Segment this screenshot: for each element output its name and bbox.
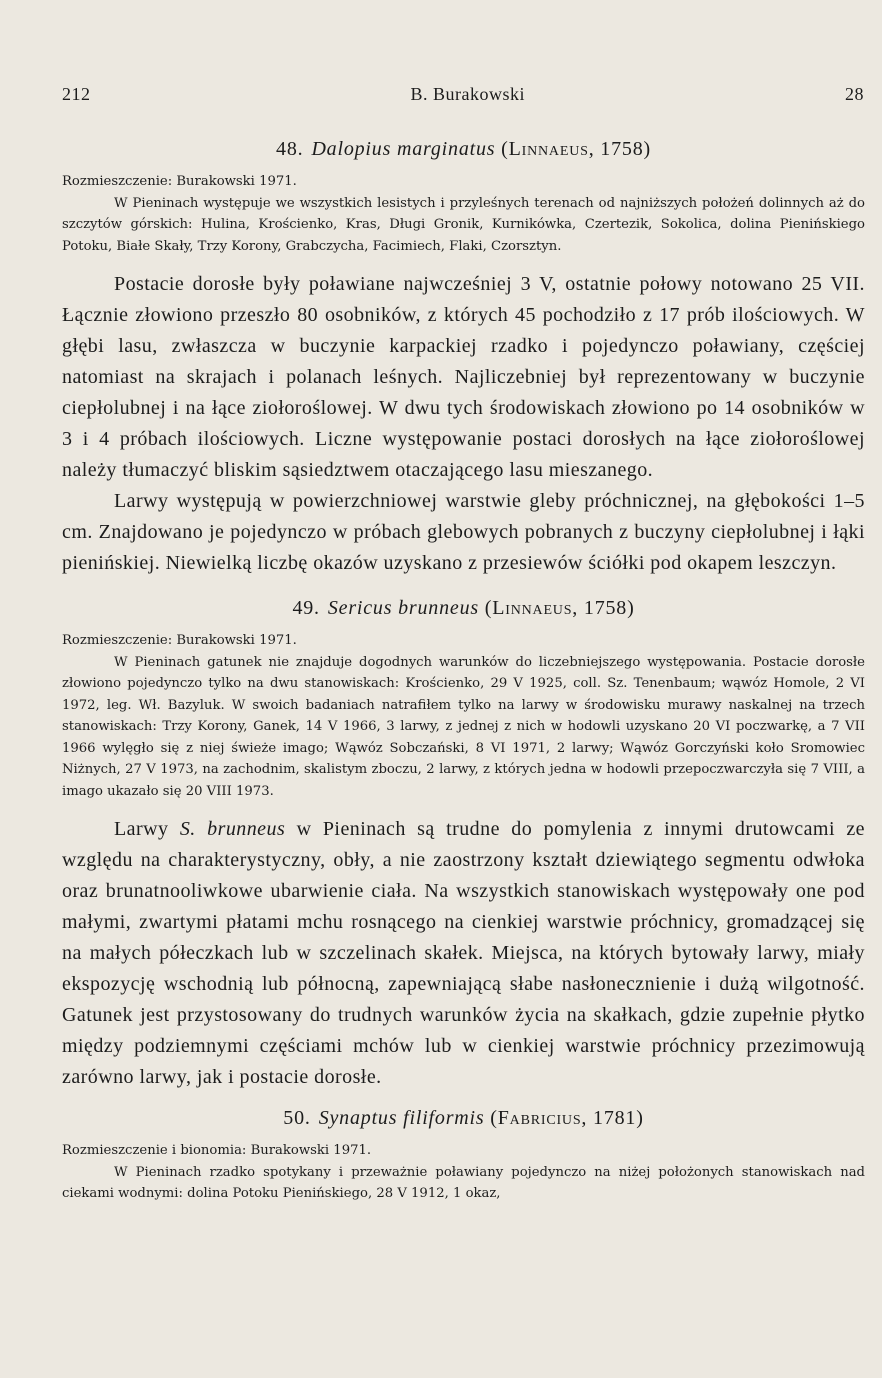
text-column — [62, 124, 865, 1205]
paragraph-text: w Pieninach są trudne do pomylenia z innymi drutowcami ze względu na charakterystyczny, obły, a nie zaostrzony kształt dziewiątego segmentu odwłoka oraz brunatnooliwkowe ubarwienie ciała. Na wszystkich stanowiskach występowały one pod małymi, zwartymi płatami mchu rosnącego na cienkiej warstwie próchnicy, gromadzącej się na małych półeczkach lub w szczelinach skałek. Miejsca, na których bytowały larwy, miały ekspozycję wschodnią lub północną, zapewniającą słabe nasłonecznienie i dużą wilgotność. Gatunek jest przystosowany do trudnych warunków życia na skałkach, gdzie zupełnie płytko między podziemnymi częściami mchów lub w cienkiej warstwie próchnicy przezimowują zarówno larwy, jak i postacie dorosłe. — [62, 818, 865, 1088]
running-author: B. Burakowski — [410, 84, 525, 104]
running-header — [62, 84, 864, 105]
distribution-text: W Pieninach występuje we wszystkich lesistych i przyleśnych terenach od najniższych położeń dolinnych aż do szczytów górskich: Hulina, Krościenko, Kras, Długi Gronik, Kurnikówka, Czertezik, Sokolica, dolina Pienińskiego Potoku, Białe Skały, Trzy Korony, Grabczycha, Facimiech, Flaki, Czorsztyn. — [62, 195, 865, 254]
species-number: 48. — [276, 138, 304, 160]
species-heading-48 — [62, 138, 865, 161]
paragraph — [62, 814, 865, 1093]
species-name: Dalopius marginatus — [311, 138, 496, 160]
species-heading-49 — [62, 597, 865, 620]
paragraph: Postacie dorosłe były poławiane najwcześniej 3 V, ostatnie połowy notowano 25 VII. Łącznie złowiono przeszło 80 osobników, z których 45 pochodziło z 17 prób ilościowych. W głębi lasu, zwłaszcza w buczynie karpackiej rzadko i pojedynczo poławiany, częściej natomiast na skrajach i polanach leśnych. Najliczebniej był reprezentowany w buczynie ciepłolubnej i na łące ziołoroślowej. W dwu tych środowiskach złowiono po 14 osobników w 3 i 4 próbach ilościowych. Liczne występowanie postaci dorosłych na łące ziołoroślowej należy tłumaczyć bliskim sąsiedztwem otaczającego lasu mieszanego. — [62, 273, 865, 481]
distribution-label: Rozmieszczenie i bionomia: Burakowski 1971. — [62, 1143, 372, 1158]
species-name: Synaptus filiformis — [318, 1107, 485, 1129]
species-name: Sericus brunneus — [327, 597, 479, 619]
species-heading-50 — [62, 1107, 865, 1130]
species-abbrev: S. brunneus — [179, 818, 286, 840]
species-number: 50. — [283, 1107, 311, 1129]
species-author: (Fabricius, 1781) — [490, 1107, 644, 1129]
distribution-text: W Pieninach rzadko spotykany i przeważnie poławiany pojedynczo na niżej położonych stanowiskach nad ciekami wodnymi: dolina Potoku Pienińskiego, 28 V 1912, 1 okaz, — [62, 1164, 865, 1201]
species-author: (Linnaeus, 1758) — [484, 597, 635, 619]
paragraph: Larwy występują w powierzchniowej warstwie gleby próchnicznej, na głębokości 1–5 cm. Znajdowano je pojedynczo w próbach glebowych pobranych z buczyny ciepłolubnej i łąki pienińskiej. Niewielką liczbę okazów uzyskano z przesiewów ściółki pod okapem leszczyn. — [62, 490, 865, 574]
distribution-label: Rozmieszczenie: Burakowski 1971. — [62, 174, 297, 189]
page-number-left: 212 — [62, 84, 91, 104]
page-number-right: 28 — [845, 84, 864, 104]
species-author: (Linnaeus, 1758) — [501, 138, 651, 160]
species-number: 49. — [292, 597, 320, 619]
distribution-text: W Pieninach gatunek nie znajduje dogodnych warunków do liczebniejszego występowania. Postacie dorosłe złowiono pojedynczo tylko na dwu stanowiskach: Krościenko, 29 V 1925, coll. Sz. Tenenbaum; wąwóz Homole, 2 VI 1972, leg. Wł. Bazyluk. W swoich badaniach natrafiłem tylko na larwy w środowisku murawy naskalnej na trzech stanowiskach: Trzy Korony, Ganek, 14 V 1966, 3 larwy, z jednej z nich w hodowli uzyskano 20 VI poczwarkę, a 7 VII 1966 wylęgło się z niej świeże imago; Wąwóz Sobczański, 8 VI 1971, 2 larwy; Wąwóz Gorczyński koło Sromowiec Niżnych, 27 V 1973, na zachodnim, skalistym zboczu, 2 larwy, z których jedna w hodowli przepoczwarczyła się 7 VIII, a imago ukazało się 20 VIII 1973. — [62, 654, 865, 799]
distribution-label: Rozmieszczenie: Burakowski 1971. — [62, 633, 297, 648]
paragraph-text: Larwy — [114, 818, 180, 840]
